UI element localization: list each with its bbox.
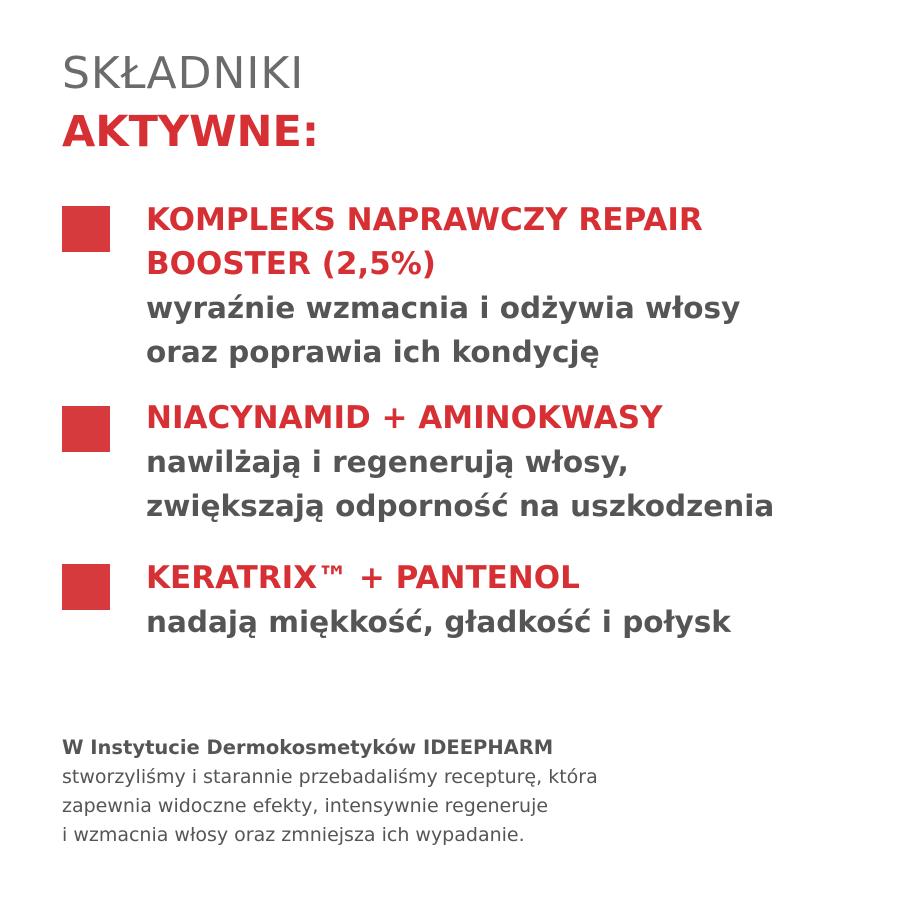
ingredient-description: nadają miękkość, gładkość i połysk bbox=[146, 605, 731, 639]
ingredient-name: KOMPLEKS NAPRAWCZY REPAIR BOOSTER (2,5%) bbox=[146, 202, 703, 282]
title-line-2: AKTYWNE: bbox=[62, 107, 320, 157]
footer-body: stworzyliśmy i starannie przebadaliśmy recepturę, która zapewnia widoczne efekty, intensywnie regeneruje i wzmacnia włosy oraz zmniejsza ich wypadanie. bbox=[62, 766, 598, 846]
red-square-bullet bbox=[62, 406, 110, 452]
title-line-1: SKŁADNIKI bbox=[62, 48, 305, 99]
footer-lead: W Instytucie Dermokosmetyków IDEEPHARM bbox=[62, 736, 554, 759]
ingredient-text bbox=[146, 556, 882, 644]
red-square-bullet bbox=[62, 206, 110, 252]
ingredient-description: wyraźnie wzmacnia i odżywia włosy oraz poprawia ich kondycję bbox=[146, 291, 741, 369]
page-title bbox=[62, 46, 319, 162]
ingredient-description: nawilżają i regenerują włosy, zwiększają odporność na uszkodzenia bbox=[146, 445, 775, 523]
red-square-bullet bbox=[62, 564, 110, 610]
ingredient-name: NIACYNAMID + AMINOKWASY bbox=[146, 400, 663, 436]
ingredient-text bbox=[146, 396, 882, 528]
ingredient-text bbox=[146, 198, 882, 374]
ingredient-name: KERATRIX™ + PANTENOL bbox=[146, 560, 580, 596]
footer-note bbox=[62, 733, 862, 850]
